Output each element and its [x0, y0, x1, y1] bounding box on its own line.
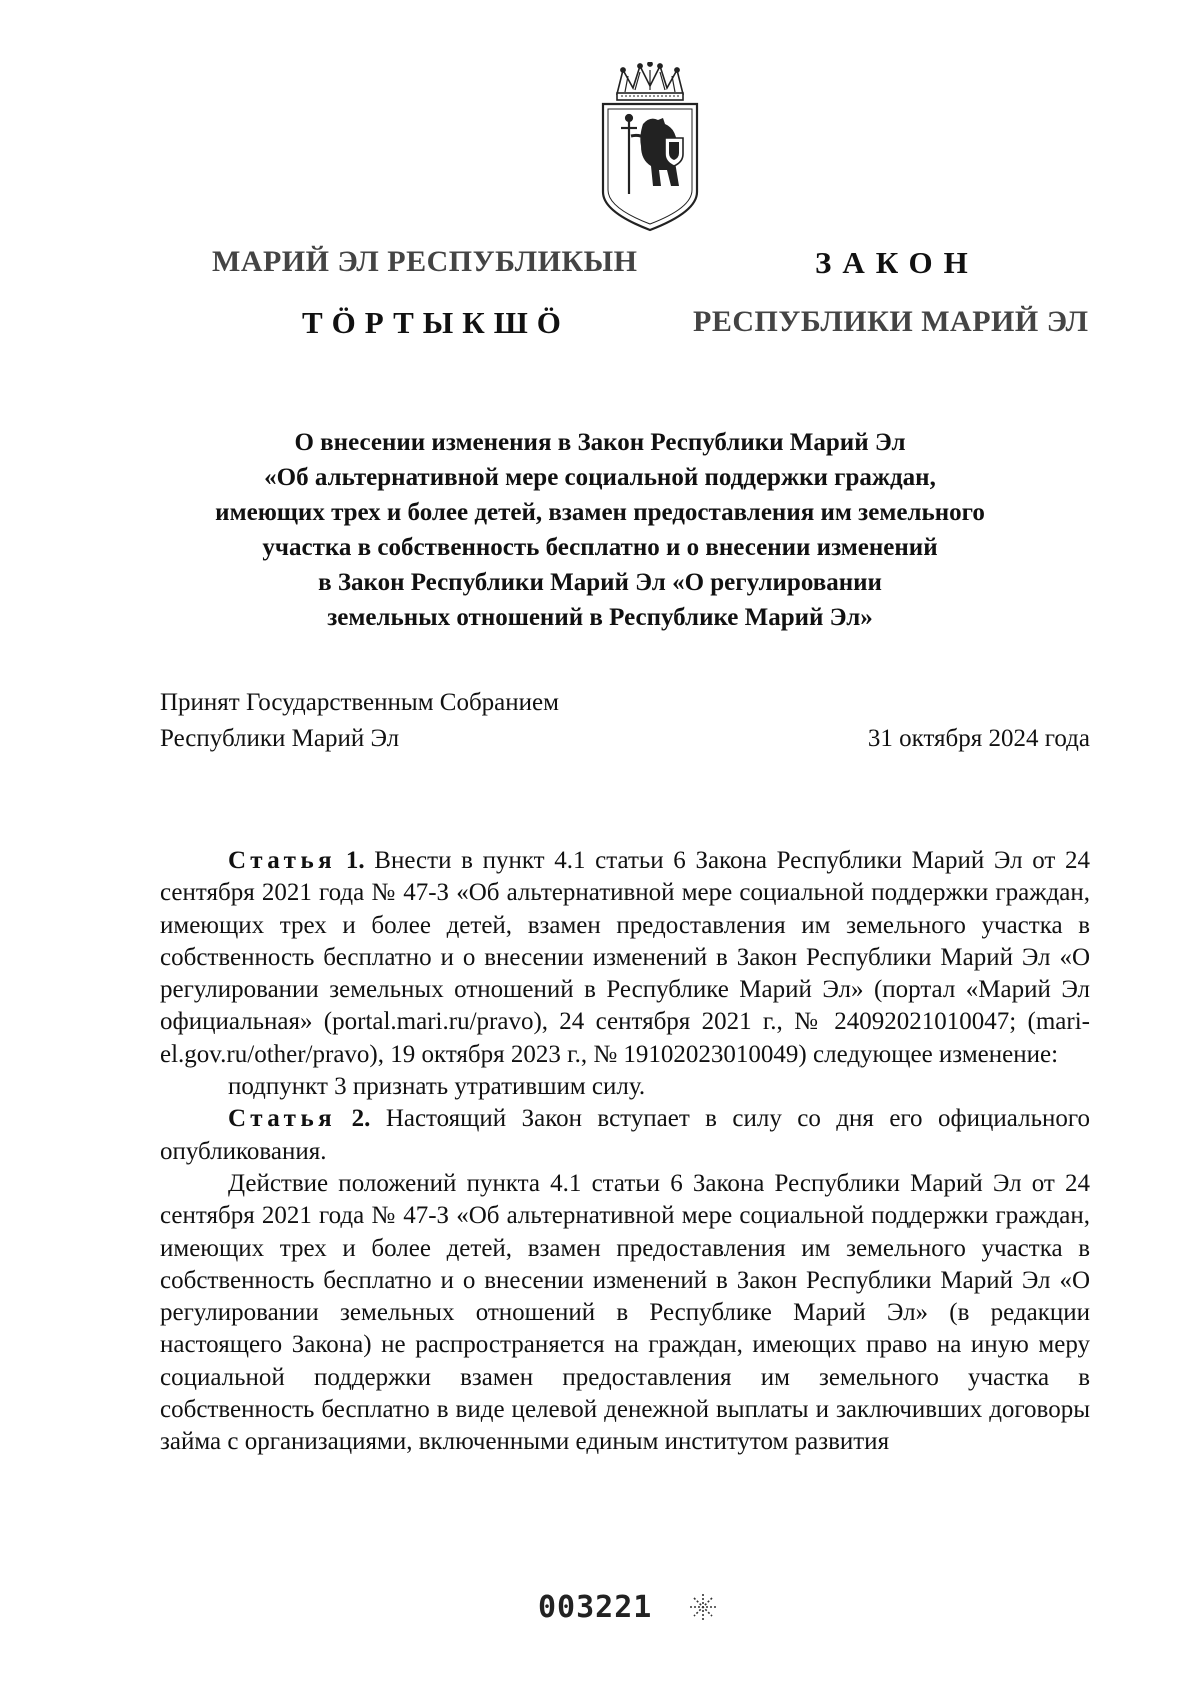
header-mari-republic-name: МАРИЙ ЭЛ РЕСПУБЛИКЫН [212, 245, 638, 278]
article-2-paragraph [160, 1103, 1090, 1168]
title-line: имеющих трех и более детей, взамен предоставления им земельного [215, 499, 985, 526]
asterisk-mark-icon [688, 1592, 718, 1622]
article-2-text: Настоящий Закон вступает в силу со дня его официального опубликования. [160, 1105, 1091, 1165]
law-title [140, 425, 1060, 635]
adoption-line-1: Принят Государственным Собранием [160, 689, 559, 716]
article-2-paragraph-2: Действие положений пункта 4.1 статьи 6 Закона Республики Марий Эл от 24 сентября 2021 года № 47-З «Об альтернативной мере социальной поддержки граждан, имеющих трех и более детей, взамен предоставления им земельного участка в собственность бесплатно и о внесении изменений в Закон Республики Марий Эл «О регулировании земельных отношений в Республике Марий Эл» (в редакции настоящего Закона) не распространяется на граждан, имеющих право на иную меру социальной поддержки взамен предоставления им земельного участка в собственность бесплатно в виде целевой денежной выплаты и заключивших договоры займа с организациями, включенными единым институтом развития [160, 1169, 1090, 1456]
adoption-date: 31 октября 2024 года [867, 725, 1090, 752]
title-line: земельных отношений в Республике Марий Эл» [327, 604, 873, 631]
article-1-number: 1. [345, 847, 365, 874]
adoption-line-2: Республики Марий Эл [160, 725, 400, 752]
title-line: в Закон Республики Марий Эл «О регулировании [318, 569, 882, 596]
law-body [160, 845, 1090, 1459]
article-1-subpoint: подпункт 3 признать утратившим силу. [228, 1073, 646, 1101]
title-line: О внесении изменения в Закон Республики Марий Эл [294, 429, 906, 456]
document-serial-number: 003221 [538, 1590, 653, 1625]
article-2-label: Статья [228, 1105, 337, 1133]
article-1-paragraph [160, 845, 1090, 1071]
coat-of-arms-icon [595, 62, 705, 234]
header-republic-name: РЕСПУБЛИКИ МАРИЙ ЭЛ [693, 305, 1089, 338]
title-line: участка в собственность бесплатно и о внесении изменений [262, 534, 938, 561]
article-2-number: 2. [351, 1105, 371, 1133]
adoption-statement [160, 685, 559, 757]
header-mari-law-word: ТӦРТЫКШӦ [302, 305, 570, 340]
title-line: «Об альтернативной мере социальной поддержки граждан, [264, 464, 936, 491]
article-1-label: Статья [228, 847, 337, 874]
header-law-word: ЗАКОН [815, 245, 979, 280]
article-1-text: Внести в пункт 4.1 статьи 6 Закона Республики Марий Эл от 24 сентября 2021 года № 47-З «Об альтернативной мере социальной поддержки граждан, имеющих трех и более детей, взамен предоставления им земельного участка в собственность бесплатно и о внесении изменений в Закон Республики Марий Эл «О регулировании земельных отношений в Республике Марий Эл» (портал «Марий Эл официальная» (portal.mari.ru/pravo), 24 сентября 2021 г., № 24092021010047; (mari-el.gov.ru/other/pravo), 19 октября 2023 г., № 19102023010049) следующее изменение: [160, 847, 1090, 1068]
